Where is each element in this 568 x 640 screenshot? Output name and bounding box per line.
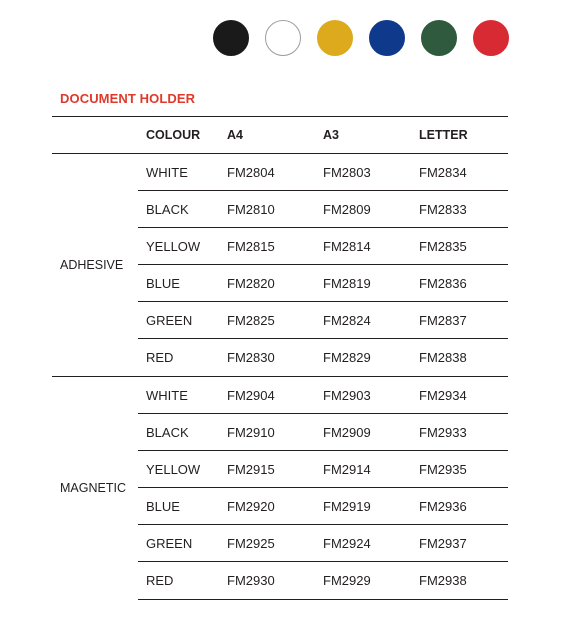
table-row [138,377,508,414]
cell-colour: YELLOW [146,462,201,477]
group-adhesive [52,153,508,376]
header-a4: A4 [227,128,243,142]
cell-colour: WHITE [146,165,188,180]
cell-a4: FM2910 [227,425,275,440]
table-row [138,154,508,191]
group-rows [138,377,508,599]
cell-a4: FM2820 [227,276,275,291]
table-row [138,191,508,228]
cell-a3: FM2914 [323,462,371,477]
cell-letter: FM2836 [419,276,467,291]
product-code-table [52,116,508,600]
cell-colour: RED [146,573,174,588]
cell-colour: BLUE [146,276,180,291]
group-label: MAGNETIC [60,480,126,495]
cell-letter: FM2837 [419,313,467,328]
cell-a3: FM2814 [323,239,371,254]
cell-colour: YELLOW [146,239,201,254]
header-a3: A3 [323,128,339,142]
header-letter: LETTER [419,128,468,142]
cell-letter: FM2833 [419,202,467,217]
cell-a4: FM2915 [227,462,275,477]
cell-a4: FM2904 [227,388,275,403]
cell-letter: FM2935 [419,462,467,477]
cell-a3: FM2903 [323,388,371,403]
cell-a3: FM2909 [323,425,371,440]
cell-a4: FM2825 [227,313,275,328]
group-magnetic [52,376,508,599]
cell-a3: FM2919 [323,499,371,514]
table-row [138,228,508,265]
cell-a4: FM2830 [227,350,275,365]
group-label: ADHESIVE [60,257,124,272]
cell-a3: FM2824 [323,313,371,328]
table-row [138,265,508,302]
cell-letter: FM2936 [419,499,467,514]
swatch-black [213,20,249,56]
cell-letter: FM2933 [419,425,467,440]
table-row [138,414,508,451]
cell-a4: FM2925 [227,536,275,551]
swatch-yellow [317,20,353,56]
cell-a3: FM2803 [323,165,371,180]
cell-a3: FM2924 [323,536,371,551]
cell-a4: FM2815 [227,239,275,254]
cell-colour: GREEN [146,313,193,328]
cell-a3: FM2819 [323,276,371,291]
table-row [138,488,508,525]
cell-a4: FM2920 [227,499,275,514]
cell-colour: BLUE [146,499,180,514]
cell-a3: FM2829 [323,350,371,365]
group-rows [138,154,508,376]
table-bottom-rule [138,599,508,600]
section-title: DOCUMENT HOLDER [60,91,196,106]
table-header-row [52,116,508,153]
cell-a3: FM2929 [323,573,371,588]
cell-letter: FM2835 [419,239,467,254]
cell-colour: RED [146,350,174,365]
table-row [138,302,508,339]
cell-colour: GREEN [146,536,193,551]
cell-letter: FM2838 [419,350,467,365]
cell-colour: BLACK [146,202,189,217]
cell-letter: FM2937 [419,536,467,551]
colour-swatches [213,20,513,60]
cell-a4: FM2804 [227,165,275,180]
cell-a4: FM2810 [227,202,275,217]
swatch-white [265,20,301,56]
cell-colour: WHITE [146,388,188,403]
table-row [138,562,508,599]
cell-a3: FM2809 [323,202,371,217]
table-row [138,451,508,488]
table-row [138,339,508,376]
cell-colour: BLACK [146,425,189,440]
swatch-green [421,20,457,56]
swatch-blue [369,20,405,56]
swatch-red [473,20,509,56]
header-colour: COLOUR [146,128,201,142]
table-row [138,525,508,562]
cell-a4: FM2930 [227,573,275,588]
cell-letter: FM2934 [419,388,467,403]
cell-letter: FM2834 [419,165,467,180]
cell-letter: FM2938 [419,573,467,588]
